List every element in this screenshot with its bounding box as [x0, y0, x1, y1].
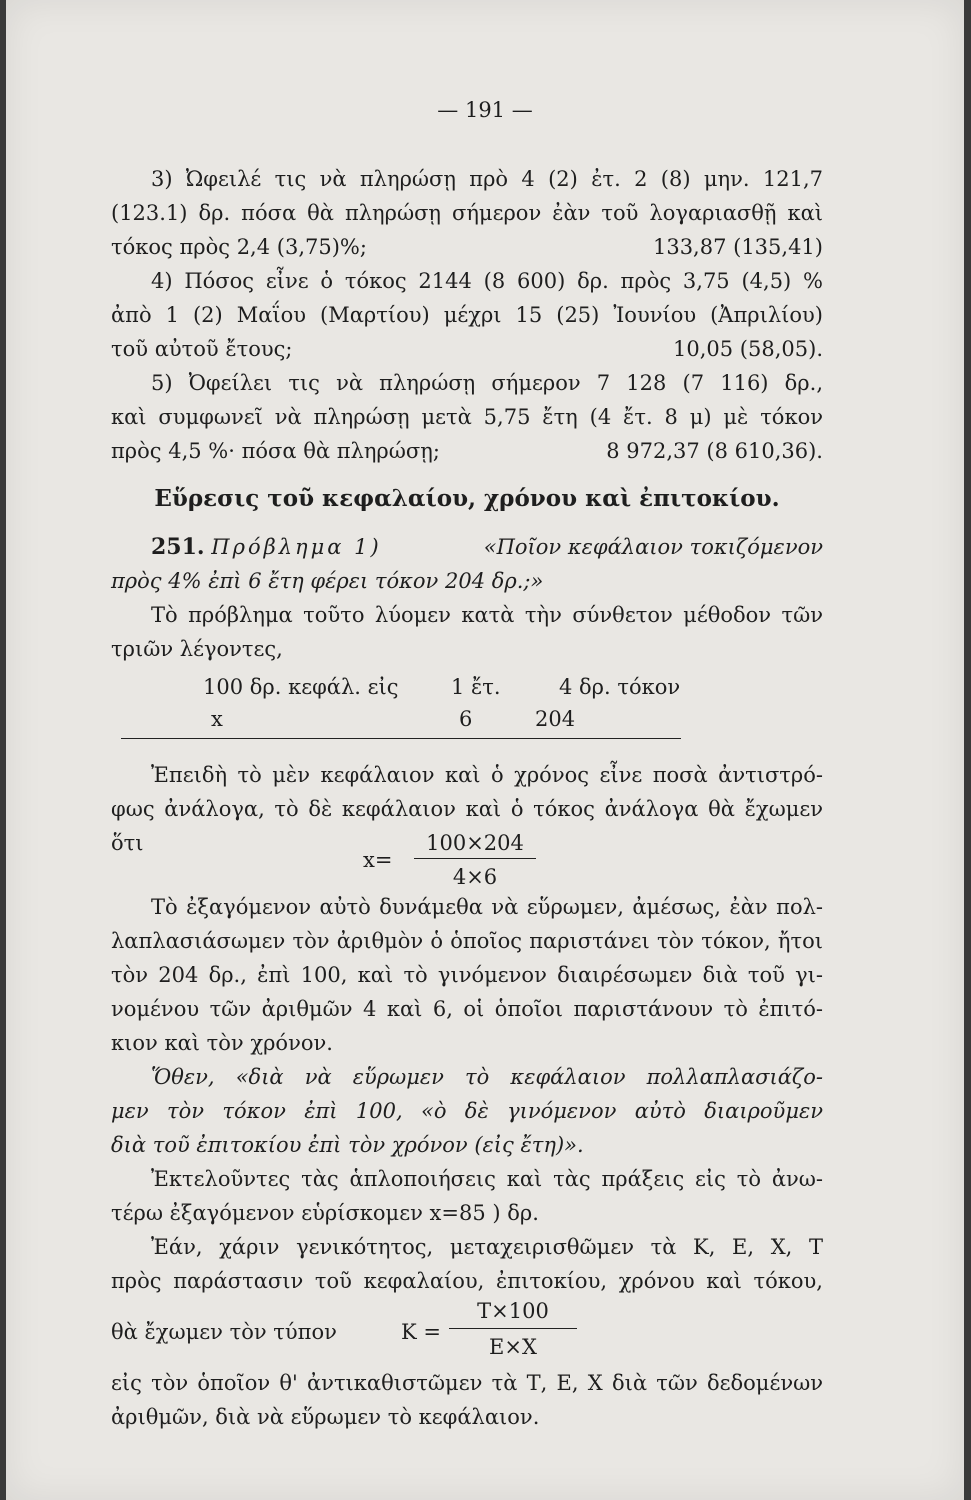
scheme-row-2-capital: x — [211, 707, 223, 731]
paragraph-7-line-1: εἰς τὸν ὁποῖον θ' ἀντικαθιστῶμεν τὰ Τ, Ε, Χ διὰ τῶν δεδομένων — [111, 1371, 823, 1395]
exercise-4-line-2: ἀπὸ 1 (2) Μαΐου (Μαρτίου) μέχρι 15 (25) Ἰουνίου (Ἀπριλίου) — [111, 303, 823, 327]
exercise-4-line-1: 4) Πόσος εἶνε ὁ τόκος 2144 (8 600) δρ. πρὸς 3,75 (4,5) % — [151, 269, 823, 293]
paragraph-3-line-3: τὸν 204 δρ., ἐπὶ 100, καὶ τὸ γινόμενον διαιρέσωμεν διὰ τοῦ γι- — [111, 963, 823, 987]
formula-1-numerator: 100×204 — [426, 831, 524, 855]
paragraph-3-line-5: κιον καὶ τὸν χρόνον. — [111, 1031, 333, 1055]
formula-2-bar — [449, 1328, 577, 1329]
rule-line-1: Ὅθεν, «διὰ νὰ εὕρωμεν τὸ κεφάλαιον πολλαπλασιάζο- — [151, 1065, 823, 1089]
formula-1-bar — [414, 858, 536, 859]
paragraph-6-line-1: Ἐάν, χάριν γενικότητος, μεταχειρισθῶμεν τὰ Κ, Ε, Χ, Τ — [151, 1235, 823, 1259]
exercise-3-line-1: 3) Ὠφειλέ τις νὰ πληρώσῃ πρὸ 4 (2) ἐτ. 2 (8) μην. 121,7 — [151, 167, 823, 191]
book-page — [6, 0, 964, 1500]
problem-question-1: «Ποῖον κεφάλαιον τοκιζόμενον — [483, 535, 823, 559]
paragraph-2-line-1: Ἐπειδὴ τὸ μὲν κεφάλαιον καὶ ὁ χρόνος εἶνε ποσὰ ἀντιστρό- — [151, 763, 823, 787]
section-heading: Εὕρεσις τοῦ κεφαλαίου, χρόνου καὶ ἐπιτοκίου. — [154, 485, 780, 512]
paragraph-3-line-1: Τὸ ἐξαγόμενον αὐτὸ δυνάμεθα νὰ εὕρωμεν, ἀμέσως, ἐὰν πολ- — [151, 895, 823, 919]
exercise-5-answer: 8 972,37 (8 610,36). — [606, 439, 823, 463]
exercise-5-line-3 — [111, 434, 823, 468]
scheme-row-1-interest: 4 δρ. τόκον — [559, 675, 681, 699]
formula-1-lhs: x= — [363, 848, 393, 872]
paragraph-7-line-2: ἀριθμῶν, διὰ νὰ εὕρωμεν τὸ κεφάλαιον. — [111, 1405, 540, 1429]
exercise-4-line-3 — [111, 332, 823, 366]
scheme-row-1-capital: 100 δρ. κεφάλ. εἰς — [203, 675, 399, 699]
paragraph-3-line-4: νομένου τῶν ἀριθμῶν 4 καὶ 6, οἱ ὁποῖοι παριστάνουν τὸ ἐπιτό- — [111, 997, 823, 1021]
exercise-4-text: τοῦ αὐτοῦ ἔτους; — [111, 337, 293, 361]
problem-question-2: πρὸς 4% ἐπὶ 6 ἔτη φέρει τόκον 204 δρ.;» — [111, 569, 544, 593]
scheme-rule — [121, 738, 681, 739]
scheme-row-1-time: 1 ἔτ. — [451, 675, 501, 699]
exercise-5-line-2: καὶ συμφωνεῖ νὰ πληρώσῃ μετὰ 5,75 ἔτη (4 ἔτ. 8 μ) μὲ τόκον — [111, 405, 823, 429]
exercise-3-line-2: (123.1) δρ. πόσα θὰ πληρώσῃ σήμερον ἐὰν τοῦ λογαριασθῇ καὶ — [111, 201, 823, 225]
problem-line-1 — [111, 530, 823, 564]
exercise-3-text: τόκος πρὸς 2,4 (3,75)%; — [111, 235, 367, 259]
exercise-5-text: πρὸς 4,5 %· πόσα θὰ πληρώσῃ; — [111, 439, 440, 463]
scheme-row-2-interest: 204 — [535, 707, 576, 731]
formula-2-denominator: E×X — [489, 1335, 537, 1359]
paragraph-5-line-2: τέρω ἐξαγόμενον εὑρίσκομεν x=85 ) δρ. — [111, 1201, 539, 1225]
paragraph-1-line-2: τριῶν λέγοντες, — [111, 637, 283, 661]
rule-line-3: διὰ τοῦ ἐπιτοκίου ἐπὶ τὸν χρόνον (εἰς ἔτη)». — [111, 1133, 584, 1157]
paragraph-2-line-2: φως ἀνάλογα, τὸ δὲ κεφάλαιον καὶ ὁ τόκος ἀνάλογα θὰ ἔχωμεν ὅτι — [111, 797, 823, 855]
paragraph-6-line-2: πρὸς παράστασιν τοῦ κεφαλαίου, ἐπιτοκίου, χρόνου καὶ τόκου, — [111, 1269, 823, 1293]
exercise-3-line-3 — [111, 230, 823, 264]
exercise-3-answer: 133,87 (135,41) — [652, 235, 823, 259]
paragraph-3-line-2: λαπλασιάσωμεν τὸν ἀριθμὸν ὁ ὁποῖος παριστάνει τὸν τόκον, ἤτοι — [111, 929, 823, 953]
formula-2-lhs: K = — [401, 1320, 441, 1344]
rule-line-2: μεν τὸν τόκον ἐπὶ 100, «ὸ δὲ γινόμενον αὐτὸ διαιροῦμεν — [111, 1099, 823, 1123]
formula-2-numerator: T×100 — [477, 1299, 549, 1323]
problem-number: 251. — [151, 534, 205, 560]
paragraph-1-line-1: Τὸ πρόβλημα τοῦτο λύομεν κατὰ τὴν σύνθετον μέθοδον τῶν — [151, 603, 823, 627]
formula-1-denominator: 4×6 — [452, 865, 498, 889]
exercise-5-line-1: 5) Ὀφείλει τις νὰ πληρώσῃ σήμερον 7 128 (7 116) δρ., — [151, 371, 823, 395]
paragraph-6-line-3: θὰ ἔχωμεν τὸν τύπον — [111, 1320, 337, 1344]
scheme-row-2-time: 6 — [459, 707, 473, 731]
exercise-4-answer: 10,05 (58,05). — [673, 337, 823, 361]
page-number: — 191 — — [437, 98, 533, 122]
paragraph-5-line-1: Ἐκτελοῦντες τὰς ἁπλοποιήσεις καὶ τὰς πράξεις εἰς τὸ ἀνω- — [151, 1167, 823, 1191]
problem-label: Πρόβλημα 1) — [211, 535, 382, 559]
